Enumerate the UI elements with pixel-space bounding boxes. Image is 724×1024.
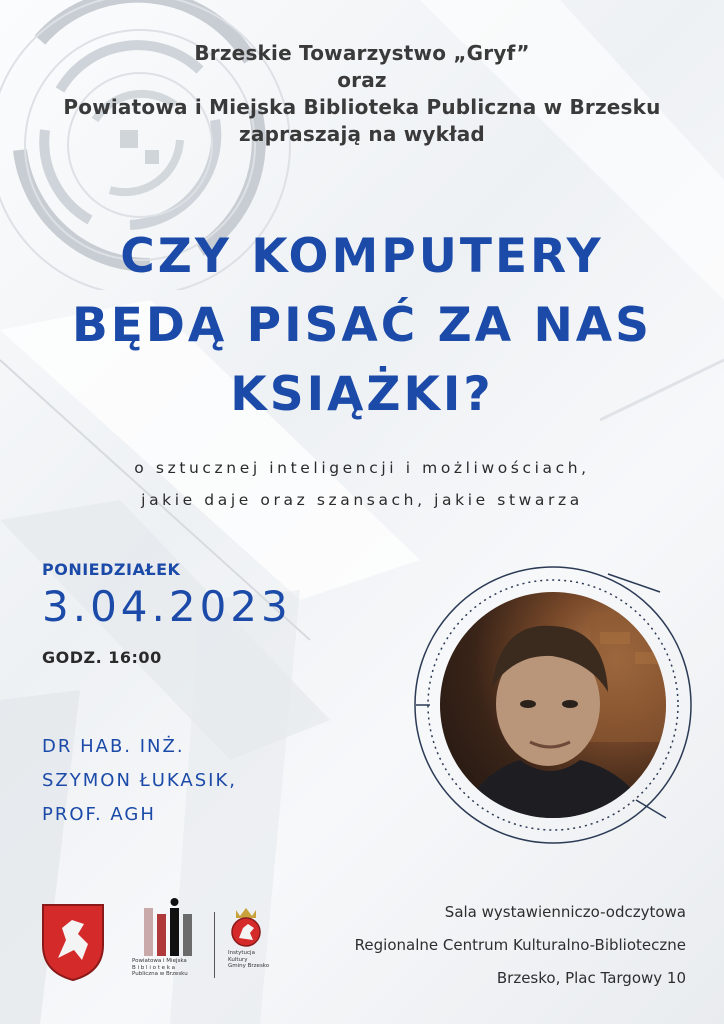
library-logo-line-2: B i b l i o t e k a bbox=[132, 964, 176, 971]
institution-crest-icon bbox=[226, 906, 266, 948]
event-day: PONIEDZIAŁEK bbox=[42, 560, 181, 579]
title-line-1: CZY KOMPUTERY bbox=[120, 229, 604, 284]
library-logo-line-3: Publiczna w Brzesku bbox=[132, 971, 188, 977]
subtitle-line-1: o sztucznej inteligencji i możliwościach, bbox=[134, 459, 590, 477]
lecture-title bbox=[0, 222, 724, 429]
subtitle-line-2: jakie daje oraz szansach, jakie stwarza bbox=[141, 491, 583, 509]
institution-logo-line-2: Kultury bbox=[228, 956, 248, 963]
venue-info bbox=[355, 896, 686, 995]
institution-logo-line-3: Gminy Brzesko bbox=[228, 963, 270, 969]
speaker-degree: DR HAB. INŻ. bbox=[42, 736, 185, 757]
conjunction-line: oraz bbox=[337, 68, 387, 92]
speaker-name bbox=[42, 730, 237, 832]
logo-divider bbox=[214, 912, 215, 978]
library-logo-text bbox=[132, 958, 204, 978]
portrait-photo-illustration bbox=[440, 592, 666, 818]
title-line-3: KSIĄŻKI? bbox=[230, 367, 494, 422]
library-logo-line-1: Powiatowa i Miejska bbox=[132, 958, 187, 964]
institution-logo-line-1: Instytucja bbox=[228, 950, 255, 956]
venue-center: Regionalne Centrum Kulturalno-Biblioteczne bbox=[354, 936, 686, 954]
library-bars-icon bbox=[140, 898, 196, 956]
event-time: GODZ. 16:00 bbox=[42, 648, 162, 667]
speaker-title: PROF. AGH bbox=[42, 804, 156, 825]
event-date: 3.04.2023 bbox=[42, 582, 292, 631]
organizer-line: Brzeskie Towarzystwo „Gryf” bbox=[194, 41, 530, 65]
title-line-2: BĘDĄ PISAĆ ZA NAS bbox=[71, 298, 653, 353]
institution-logo bbox=[226, 906, 280, 986]
brzesko-crest-logo bbox=[38, 900, 108, 982]
library-logo bbox=[132, 898, 204, 988]
institution-logo-text bbox=[228, 950, 288, 970]
venue-room: Sala wystawienniczo-odczytowa bbox=[444, 903, 686, 921]
speaker-fullname: SZYMON ŁUKASIK, bbox=[42, 770, 237, 791]
library-line: Powiatowa i Miejska Biblioteka Publiczna w Brzesku bbox=[63, 95, 661, 119]
speaker-portrait bbox=[440, 592, 666, 818]
invite-line: zapraszają na wykład bbox=[239, 122, 485, 146]
venue-address: Brzesko, Plac Targowy 10 bbox=[496, 969, 686, 987]
header-invitation bbox=[0, 40, 724, 148]
lecture-subtitle bbox=[0, 452, 724, 516]
